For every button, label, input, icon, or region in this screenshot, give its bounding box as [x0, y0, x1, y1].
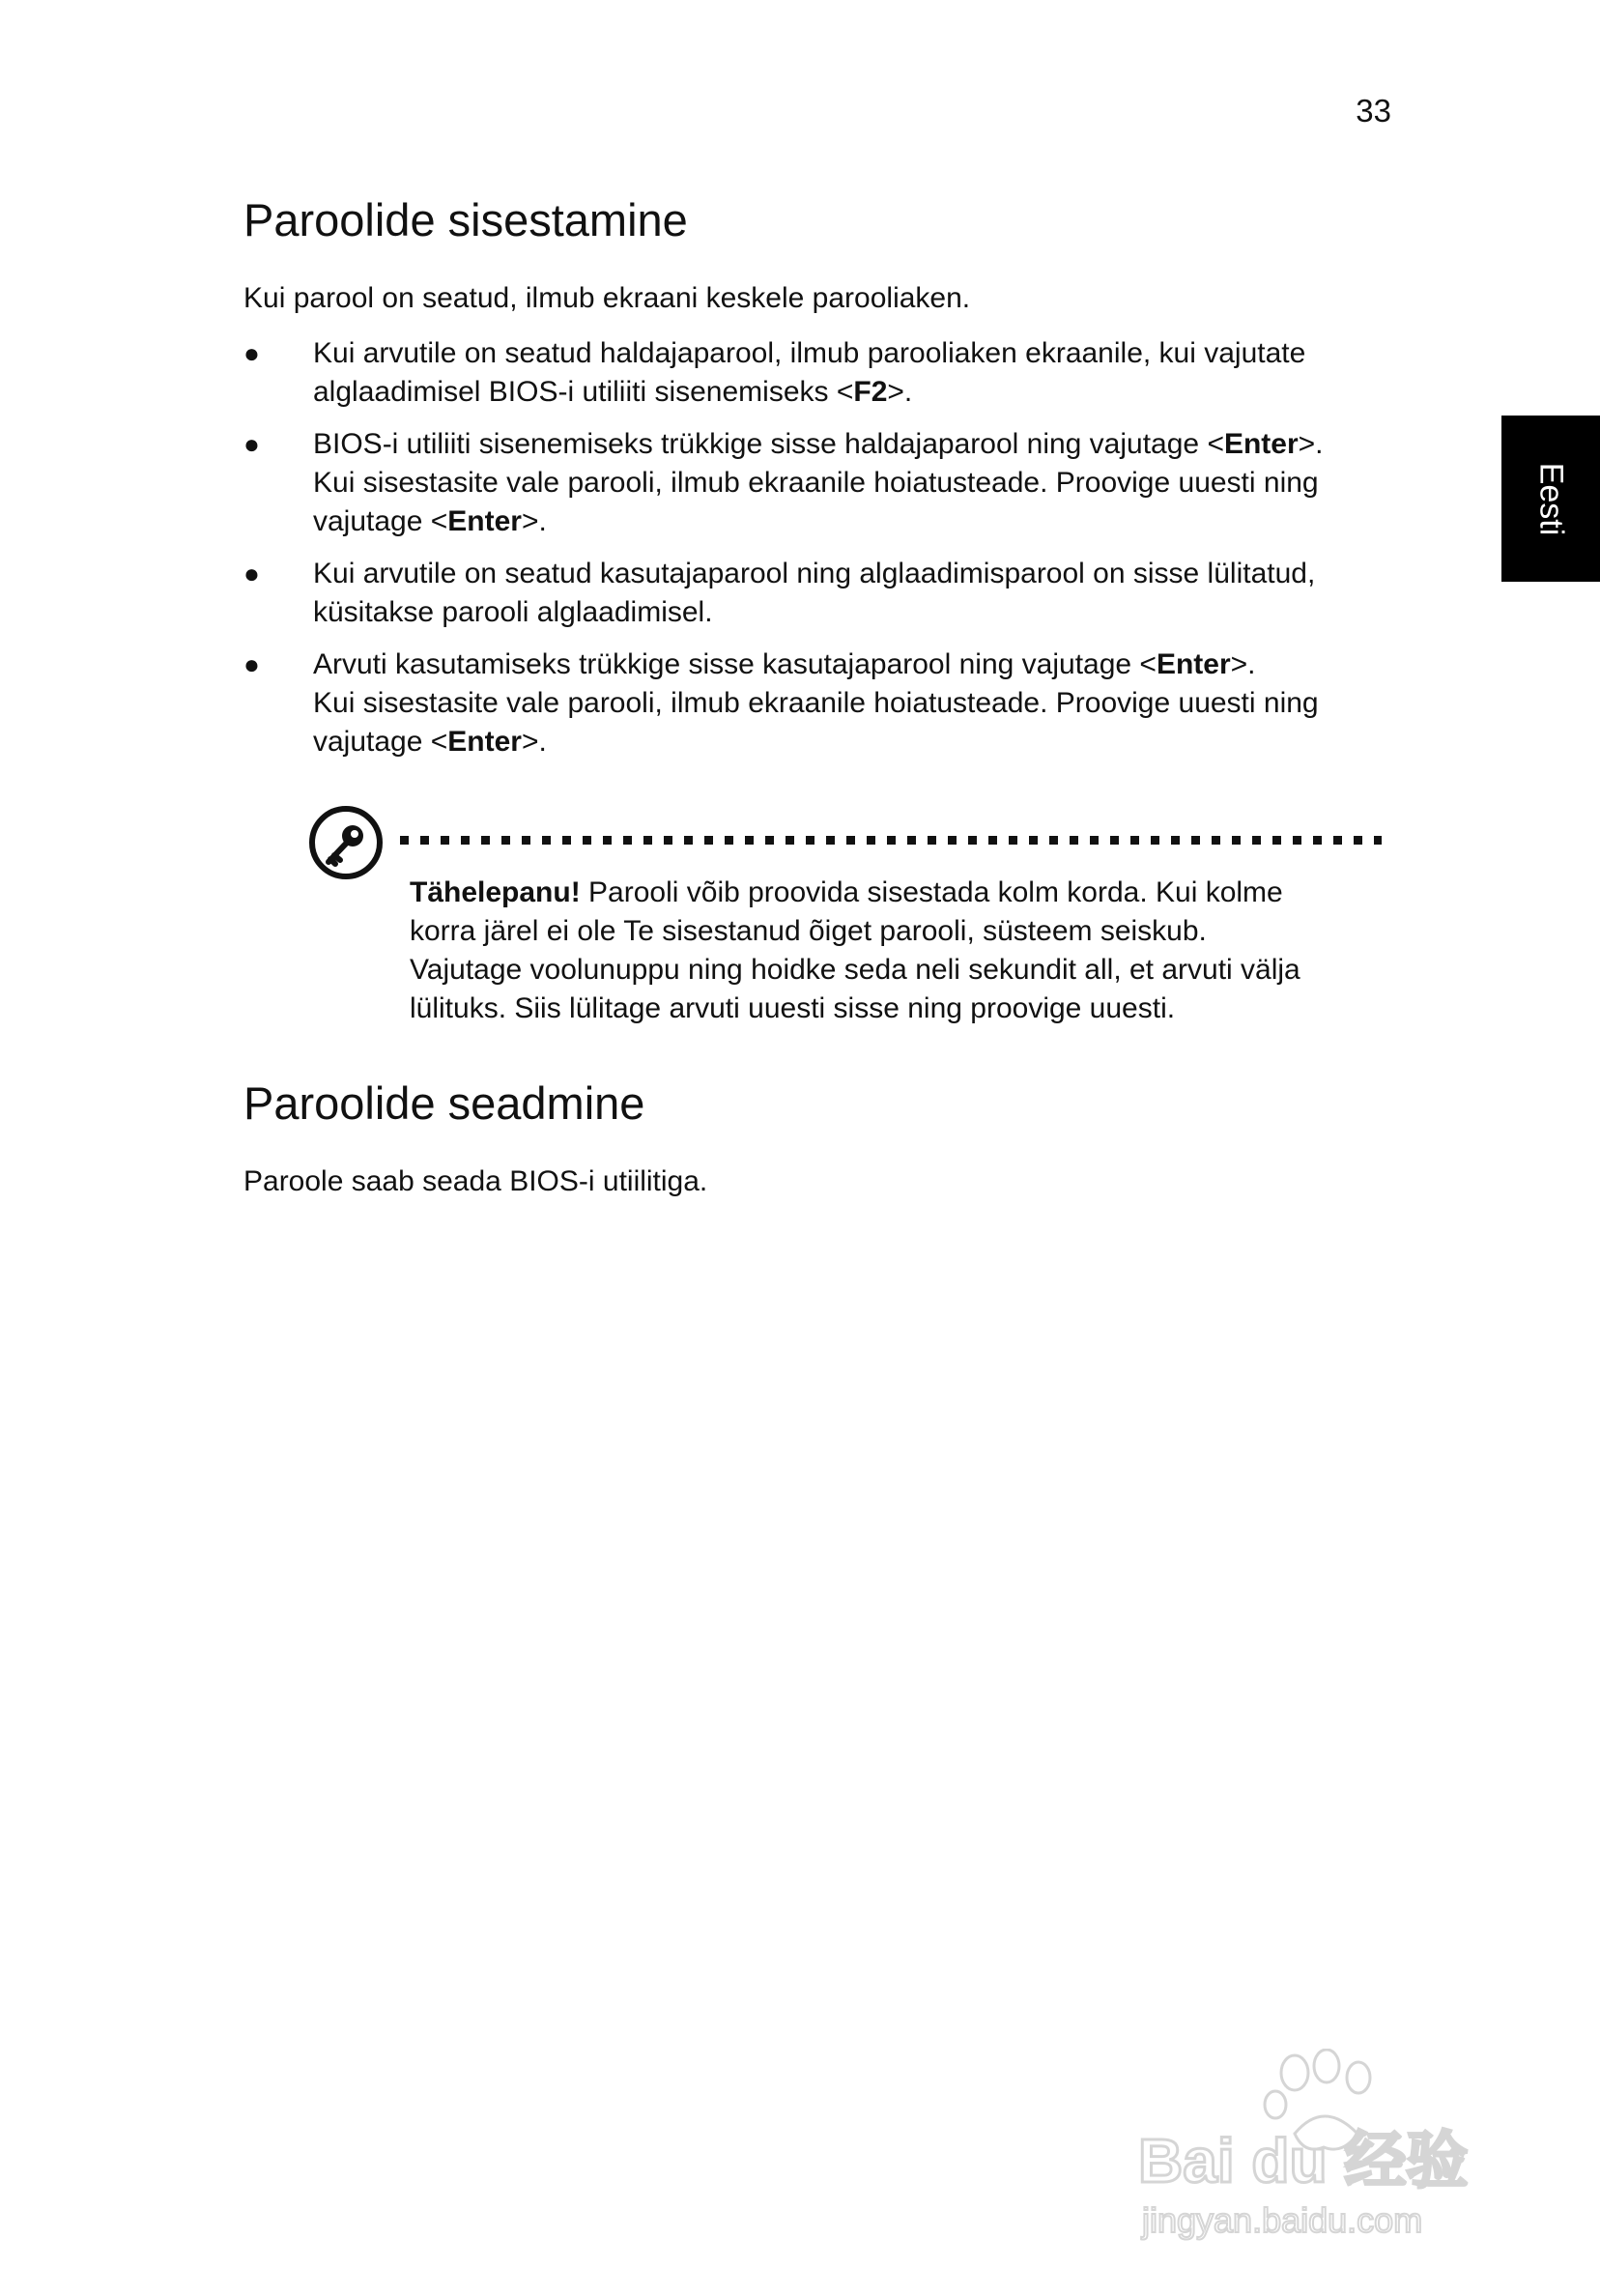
list-item [243, 646, 1393, 761]
text-run: >. [521, 726, 547, 758]
note-line [410, 951, 1376, 990]
bullet-icon: ● [243, 649, 260, 679]
text-run: vajutage < [313, 505, 448, 537]
text-run: >. [521, 505, 547, 537]
text-run: Vajutage voolunuppu ning hoidke seda neli sekundit all, et arvuti välja [410, 954, 1300, 986]
list-item-line [313, 373, 1393, 412]
text-run: >. [1230, 648, 1256, 680]
note-line [410, 912, 1376, 951]
note-text [410, 874, 1376, 1028]
note-line [410, 990, 1376, 1028]
list-item-line [313, 464, 1393, 502]
watermark [1130, 2049, 1517, 2242]
text-run: Kui arvutile on seatud haldajaparool, ilmub parooliaken ekraanile, kui vajutate [313, 337, 1306, 369]
watermark-url: jingyan.baidu.com [1142, 2200, 1423, 2240]
key-icon [307, 804, 385, 881]
bullet-icon: ● [243, 559, 260, 588]
note-line [410, 874, 1376, 912]
list-item-line [313, 425, 1393, 464]
list-item-line [313, 593, 1393, 632]
list-item-line [313, 555, 1393, 593]
text-run: Arvuti kasutamiseks trükkige sisse kasutajaparool ning vajutage < [313, 648, 1157, 680]
list-item [243, 334, 1393, 412]
list-item-line [313, 334, 1393, 373]
key-name: F2 [853, 376, 888, 408]
bullet-icon: ● [243, 429, 260, 459]
list-item-line [313, 502, 1393, 541]
text-run: alglaadimisel BIOS-i utiliiti sisenemiseks < [313, 376, 854, 408]
bullet-list [243, 334, 1393, 775]
key-name: Enter [447, 726, 522, 758]
note-divider [400, 836, 1382, 845]
text-run: Kui sisestasite vale parooli, ilmub ekraanile hoiatusteade. Proovige uuesti ning [313, 687, 1319, 719]
text-run: lülituks. Siis lülitage arvuti uuesti sisse ning proovige uuesti. [410, 992, 1176, 1024]
list-item-line [313, 723, 1393, 761]
key-name: Enter [447, 505, 522, 537]
list-item-line [313, 684, 1393, 723]
section-title-entering-passwords: Paroolide sisestamine [243, 194, 688, 245]
text-run: küsitakse parooli alglaadimisel. [313, 596, 713, 628]
bullet-icon: ● [243, 338, 260, 368]
text-run: >. [1298, 428, 1324, 460]
list-item-line [313, 646, 1393, 684]
text-run: >. [887, 376, 913, 408]
text-run: Kui arvutile on seatud kasutajaparool ning alglaadimisparool on sisse lülitatud, [313, 558, 1316, 589]
list-item [243, 425, 1393, 541]
section-intro: Paroole saab seada BIOS-i utiilitiga. [243, 1165, 708, 1197]
key-name: Enter [1156, 648, 1231, 680]
text-run: Kui sisestasite vale parooli, ilmub ekraanile hoiatusteade. Proovige uuesti ning [313, 467, 1319, 499]
text-run: vajutage < [313, 726, 448, 758]
page-number: 33 [1356, 93, 1391, 129]
key-name: Enter [1223, 428, 1299, 460]
language-tab-label: Eesti [1532, 462, 1570, 535]
text-run: Parooli võib proovida sisestada kolm korda. Kui kolme [580, 876, 1283, 908]
list-item [243, 555, 1393, 632]
section-intro: Kui parool on seatud, ilmub ekraani keskele parooliaken. [243, 282, 971, 314]
watermark-brand: Bai du 经验 [1138, 2126, 1469, 2196]
section-title-setting-passwords: Paroolide seadmine [243, 1077, 645, 1129]
note-label: Tähelepanu! [410, 876, 581, 908]
language-tab [1501, 416, 1600, 582]
text-run: BIOS-i utiliiti sisenemiseks trükkige sisse haldajaparool ning vajutage < [313, 428, 1224, 460]
text-run: korra järel ei ole Te sisestanud õiget parooli, süsteem seiskub. [410, 915, 1207, 947]
